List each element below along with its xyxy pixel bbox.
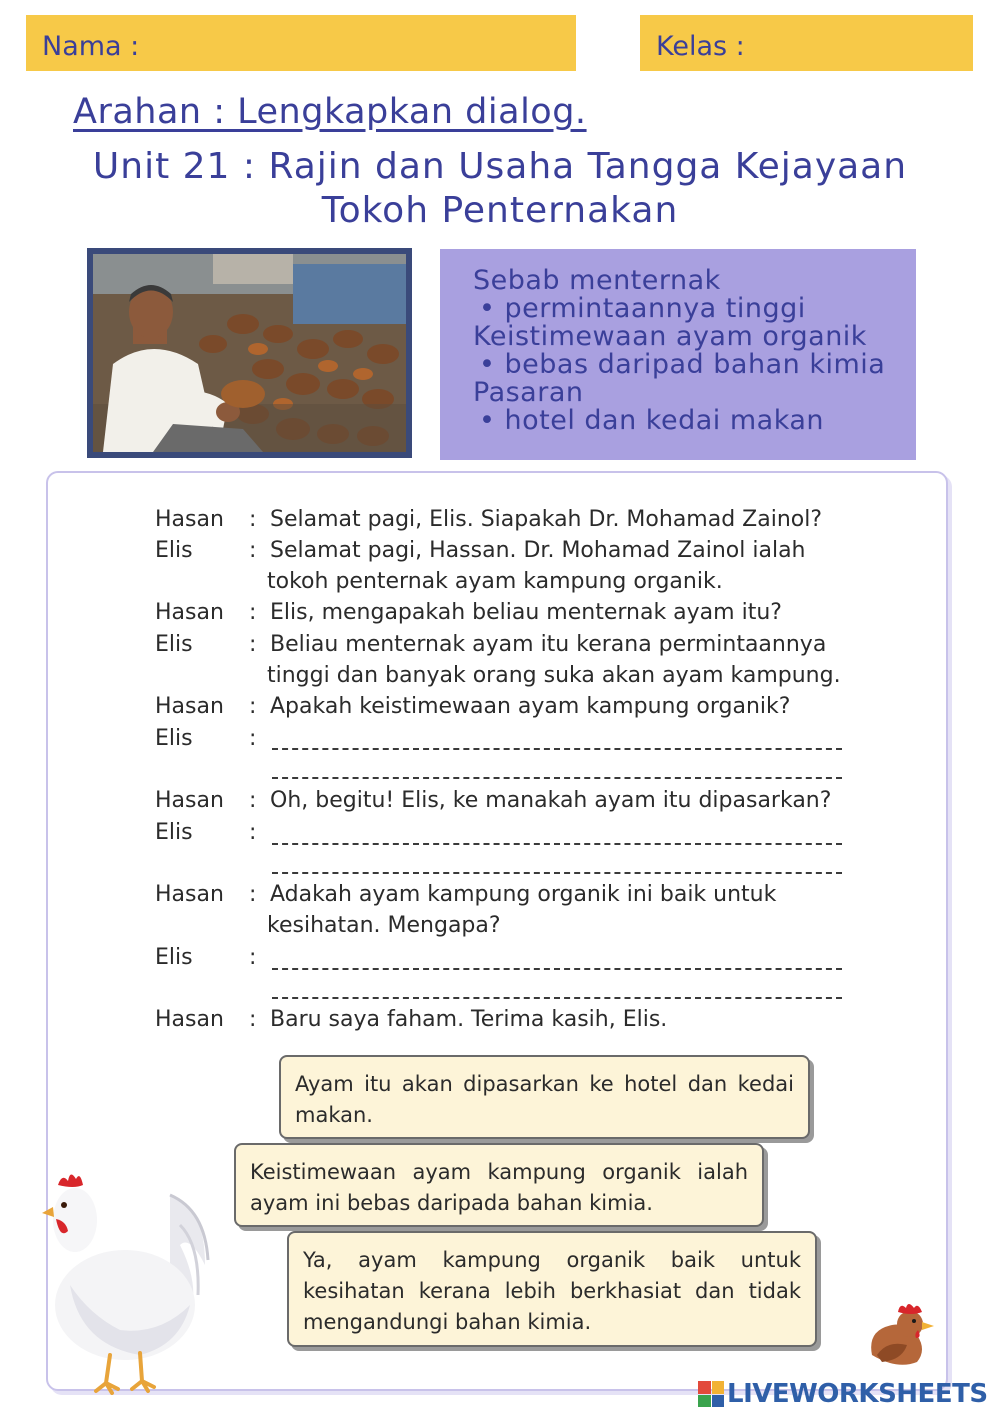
answer-blank-keistimewaan-line2[interactable] xyxy=(272,777,842,779)
dialog-line: Oh, begitu! Elis, ke manakah ayam itu dipasarkan? xyxy=(270,788,832,813)
answer-card-kesihatan[interactable]: Ya, ayam kampung organik baik untuk kesihatan kerana lebih berkhasiat dan tidak mengandungi bahan kimia. xyxy=(287,1231,817,1347)
dialog-line-continued: tinggi dan banyak orang suka akan ayam kampung. xyxy=(267,663,841,688)
dialog-line: Beliau menternak ayam itu kerana permintaannya xyxy=(270,632,827,657)
brand-name: LIVEWORKSHEETS xyxy=(727,1379,988,1409)
answer-card-pasaran[interactable]: Ayam itu akan dipasarkan ke hotel dan kedai makan. xyxy=(279,1055,810,1139)
answer-blank-pasaran[interactable] xyxy=(272,843,842,845)
small-hen-icon xyxy=(862,1300,942,1370)
speaker-label: Hasan xyxy=(155,507,224,532)
dialog-line: Selamat pagi, Hassan. Dr. Mohamad Zainol ialah xyxy=(270,538,806,563)
dialog-line-continued: tokoh penternak ayam kampung organik. xyxy=(267,569,723,594)
speaker-label: Elis xyxy=(155,945,193,970)
colon: : xyxy=(249,600,257,625)
info-heading-pasaran: Pasaran xyxy=(473,377,584,408)
farmer-photo-illustration xyxy=(93,254,406,452)
nama-label: Nama : xyxy=(42,31,140,62)
nama-field[interactable] xyxy=(26,15,576,71)
info-box xyxy=(440,249,916,460)
colon: : xyxy=(249,820,257,845)
colon: : xyxy=(249,726,257,751)
dialog-line-continued: kesihatan. Mengapa? xyxy=(267,913,501,938)
farmer-photo xyxy=(87,248,412,458)
kelas-label: Kelas : xyxy=(656,31,745,62)
speaker-label: Hasan xyxy=(155,1007,224,1032)
colon: : xyxy=(249,632,257,657)
colon: : xyxy=(249,788,257,813)
info-bullet-sebab: • permintaannya tinggi xyxy=(479,293,806,324)
liveworksheets-logo-icon xyxy=(698,1381,724,1407)
speaker-label: Hasan xyxy=(155,694,224,719)
info-heading-sebab: Sebab menternak xyxy=(473,265,721,296)
answer-blank-kesihatan[interactable] xyxy=(272,968,842,970)
colon: : xyxy=(249,507,257,532)
footer-brand xyxy=(698,1378,988,1410)
dialog-line: Selamat pagi, Elis. Siapakah Dr. Mohamad Zainol? xyxy=(270,507,823,532)
info-bullet-pasaran: • hotel dan kedai makan xyxy=(479,405,825,436)
answer-card-keistimewaan[interactable]: Keistimewaan ayam kampung organik ialah ayam ini bebas daripada bahan kimia. xyxy=(234,1143,764,1227)
hen-illustration xyxy=(40,1165,220,1395)
dialog-line: Elis, mengapakah beliau menternak ayam itu? xyxy=(270,600,782,625)
info-heading-keistimewaan: Keistimewaan ayam organik xyxy=(473,321,867,352)
dialog-line: Adakah ayam kampung organik ini baik untuk xyxy=(270,882,777,907)
title-line-2: Tokoh Penternakan xyxy=(321,190,679,231)
kelas-field[interactable] xyxy=(640,15,973,71)
speaker-label: Elis xyxy=(155,538,193,563)
colon: : xyxy=(249,945,257,970)
answer-blank-kesihatan-line2[interactable] xyxy=(272,997,842,999)
info-bullet-keistimewaan: • bebas daripad bahan kimia xyxy=(479,349,886,380)
page-title xyxy=(60,145,940,233)
dialog-line: Baru saya faham. Terima kasih, Elis. xyxy=(270,1007,668,1032)
speaker-label: Hasan xyxy=(155,882,224,907)
speaker-label: Elis xyxy=(155,726,193,751)
speaker-label: Elis xyxy=(155,632,193,657)
speaker-label: Hasan xyxy=(155,600,224,625)
speaker-label: Elis xyxy=(155,820,193,845)
colon: : xyxy=(249,882,257,907)
colon: : xyxy=(249,694,257,719)
speaker-label: Hasan xyxy=(155,788,224,813)
title-line-1: Unit 21 : Rajin dan Usaha Tangga Kejayaan xyxy=(92,146,908,187)
answer-blank-keistimewaan[interactable] xyxy=(272,748,842,750)
instruction: Arahan : Lengkapkan dialog. xyxy=(73,92,587,132)
colon: : xyxy=(249,538,257,563)
dialog-line: Apakah keistimewaan ayam kampung organik? xyxy=(270,694,791,719)
answer-blank-pasaran-line2[interactable] xyxy=(272,872,842,874)
colon: : xyxy=(249,1007,257,1032)
